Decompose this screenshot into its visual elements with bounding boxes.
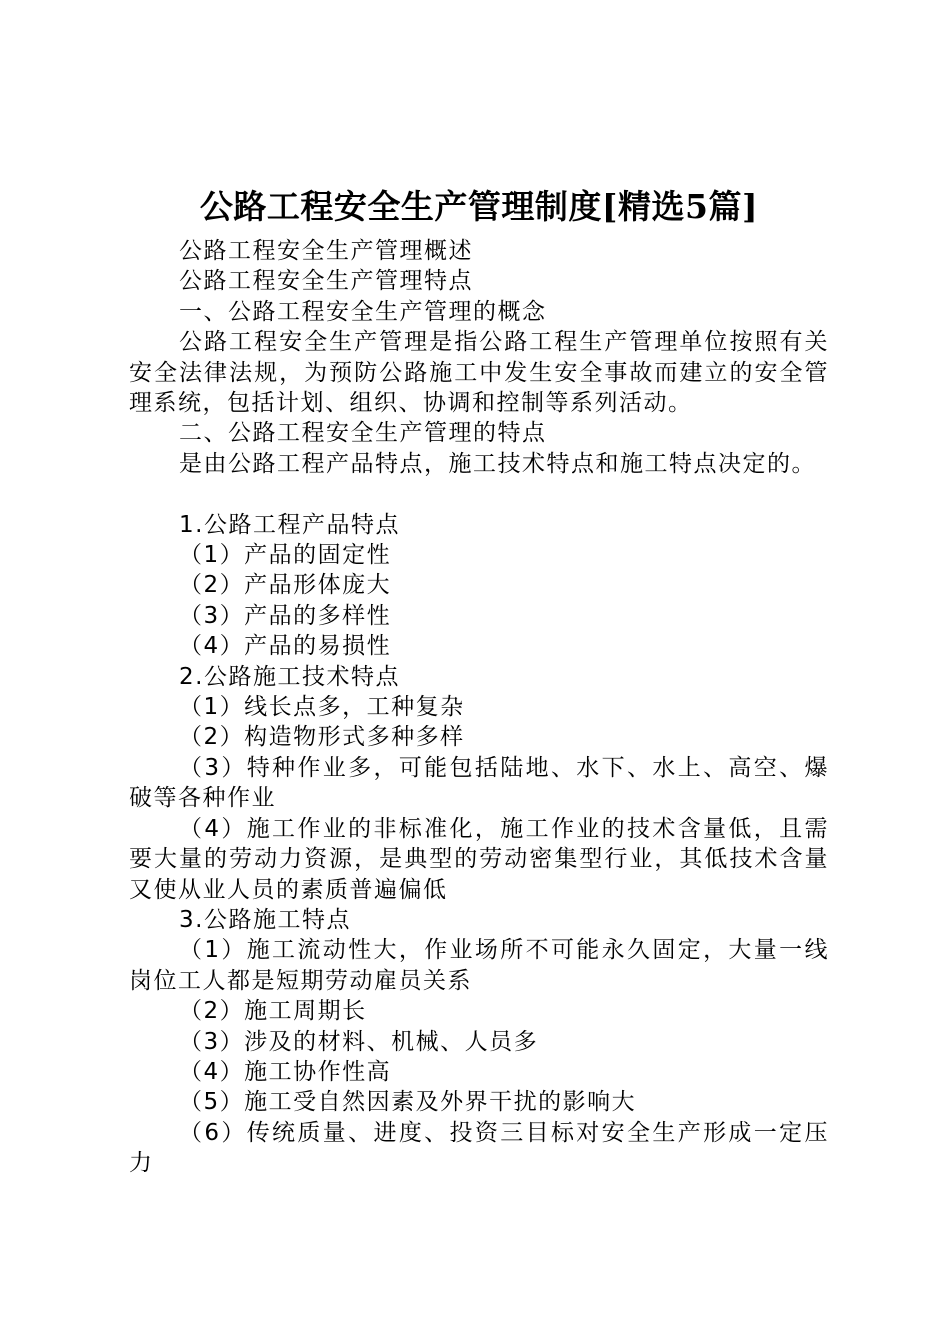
paragraph-overview: 公路工程安全生产管理概述	[179, 238, 473, 264]
list-item: （6）传统质量、进度、投资三目标对安全生产形成一定压力	[129, 1119, 829, 1177]
list-item: （4）施工协作性高	[179, 1058, 392, 1085]
list-item: （1）施工流动性大，作业场所不可能永久固定，大量一线岗位工人都是短期劳动雇员关系	[129, 937, 829, 994]
list-item: （2）施工周期长	[179, 998, 367, 1025]
list-item: （1）线长点多，工种复杂	[179, 694, 465, 721]
list-item: （4）施工作业的非标准化，施工作业的技术含量低，且需要大量的劳动力资源，是典型的劳动密集型行业，其低技术含量又使从业人员的素质普遍偏低	[129, 815, 829, 903]
list-item: （3）特种作业多，可能包括陆地、水下、水上、高空、爆破等各种作业	[129, 754, 829, 812]
list-item: （3）产品的多样性	[179, 602, 392, 629]
document-page	[129, 182, 829, 1179]
subsection-heading-technique: 2.公路施工技术特点	[179, 663, 400, 690]
subsection-heading-construction: 3.公路施工特点	[179, 906, 351, 933]
document-title: 公路工程安全生产管理制度[精选5篇]	[199, 187, 759, 226]
paragraph-concept-body: 公路工程安全生产管理是指公路工程生产管理单位按照有关安全法律法规，为预防公路施工中发生安全事故而建立的安全管理系统，包括计划、组织、协调和控制等系列活动。	[129, 329, 829, 417]
list-item: （1）产品的固定性	[179, 542, 392, 569]
list-item: （2）构造物形式多种多样	[179, 724, 465, 751]
list-item: （4）产品的易损性	[179, 633, 392, 660]
paragraph-spacer	[129, 479, 829, 509]
paragraph-characteristics: 公路工程安全生产管理特点	[179, 268, 473, 295]
section-heading-features: 二、公路工程安全生产管理的特点	[179, 420, 547, 447]
list-item: （2）产品形体庞大	[179, 572, 392, 599]
section-heading-concept: 一、公路工程安全生产管理的概念	[179, 298, 547, 325]
paragraph-features-body: 是由公路工程产品特点，施工技术特点和施工特点决定的。	[179, 450, 816, 477]
list-item: （3）涉及的材料、机械、人员多	[179, 1028, 539, 1055]
list-item: （5）施工受自然因素及外界干扰的影响大	[179, 1089, 637, 1116]
subsection-heading-product: 1.公路工程产品特点	[179, 511, 400, 538]
